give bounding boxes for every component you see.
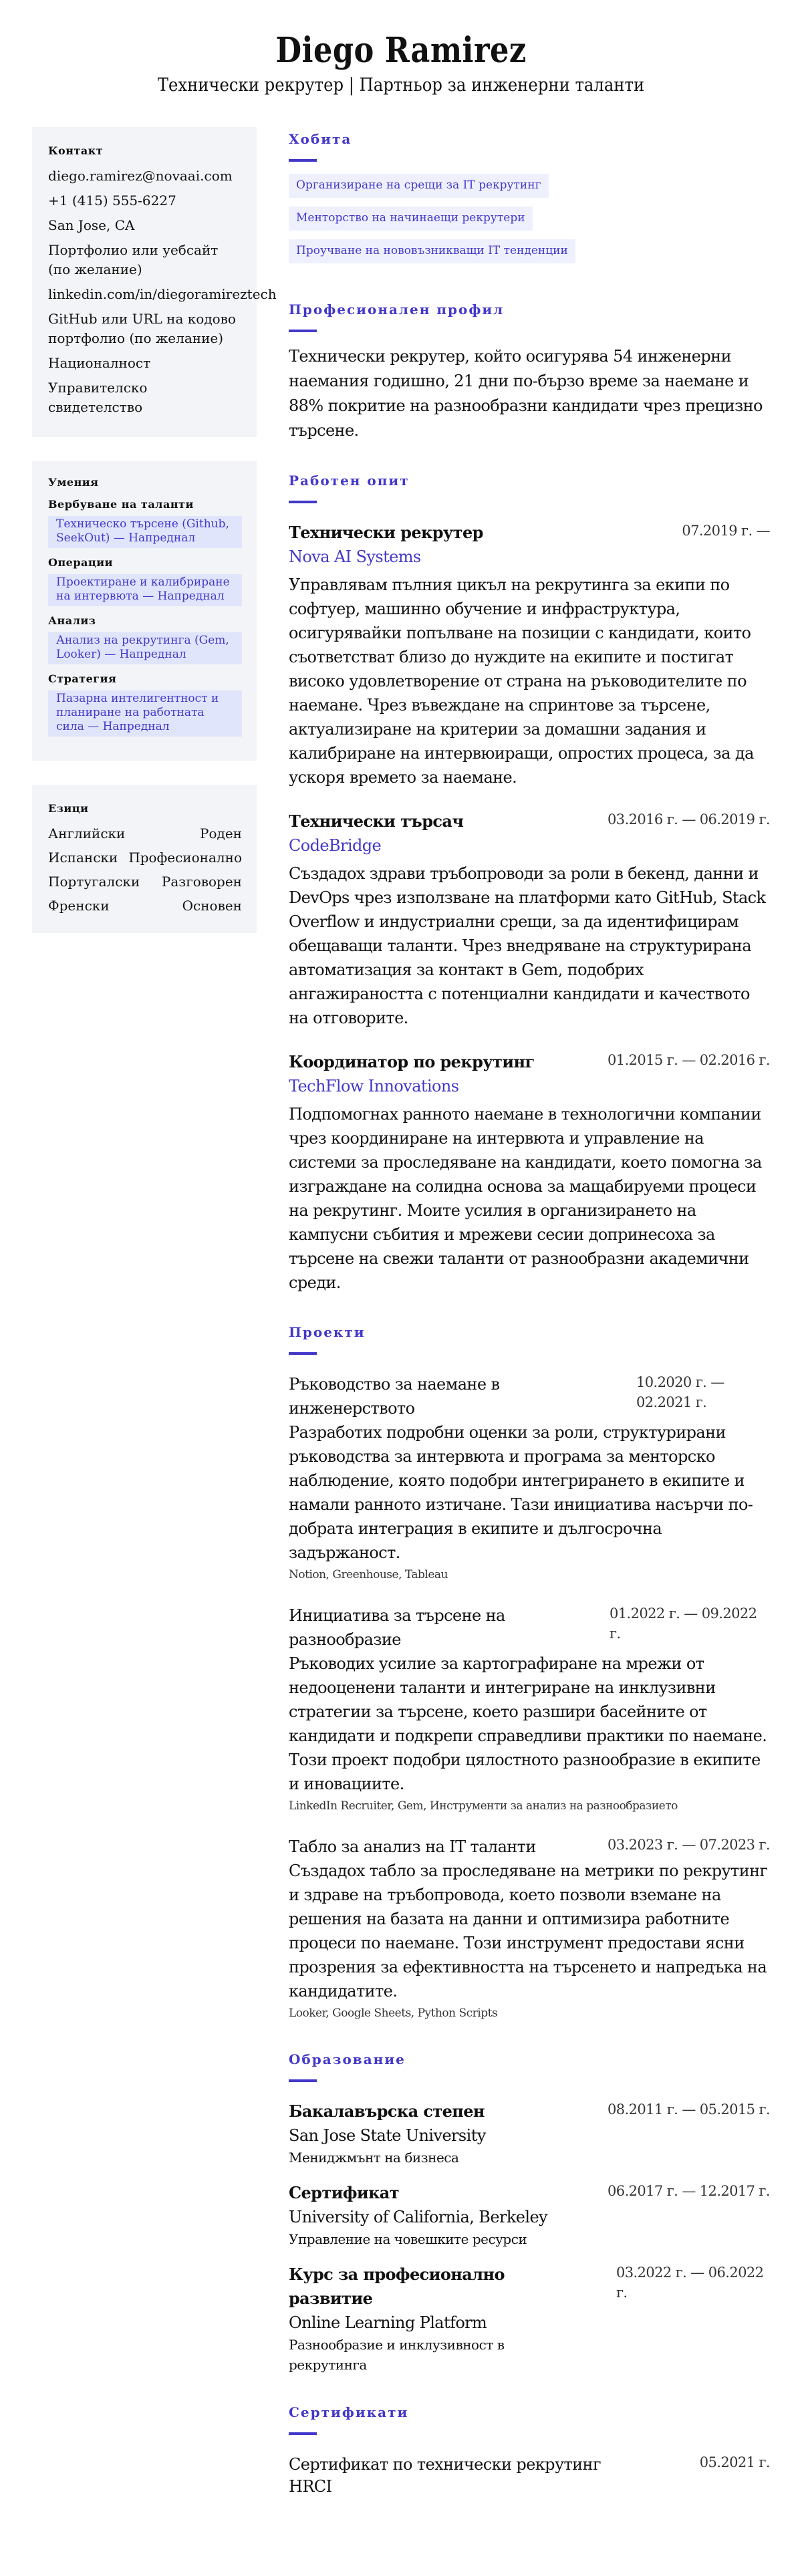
company-name: CodeBridge [289,836,382,855]
language-row [48,896,242,916]
section-divider [289,330,317,332]
contact-license: Управителско свидетелство [48,380,148,415]
job-dates: 01.2015 г. — 02.2016 г. [608,1052,770,1068]
certificate-entry [289,2452,770,2496]
field-of-study: Управление на човешките ресурси [289,2231,527,2247]
profile-section [289,301,770,443]
contact-github[interactable]: GitHub или URL на кодово портфолио (по желание) [48,311,236,346]
skill-group-talent [48,498,241,548]
skill-group-operations [48,556,241,606]
certificate-name: Сертификат по технически рекрутинг [289,2455,601,2474]
contact-phone[interactable]: +1 (415) 555-6227 [48,192,176,209]
section-divider [289,159,317,162]
hobby-chip: Проучване на нововъзникващи IT тенденции [289,239,575,263]
skill-group-title: Вербуване на таланти [48,498,194,511]
contact-linkedin[interactable]: linkedin.com/in/diegoramireztech [48,286,277,302]
contact-title: Контакт [48,144,104,157]
contact-email[interactable]: diego.ramirez@novaai.com [48,168,233,184]
language-level: Разговорен [161,874,242,890]
language-row [48,848,242,868]
education-dates: 03.2022 г. — 06.2022 г. [616,2265,764,2301]
project-description: Разработих подробни оценки за роли, структурирани ръководства за интервюта и програма за менторско наблюдение, която подобри интегрирането в екипите и намали ранното изтичане. Тази инициатива насърчи по-добрата интеграция в екипите и дългосрочна задържаност. [289,1423,753,1562]
education-section [289,2051,770,2375]
education-dates: 08.2011 г. — 05.2015 г. [608,2101,770,2117]
project-description: Ръководих усилие за картографиране на мрежи от недооценени таланти и интегриране на инклузивни стратегии за търсене, което разшири басейните от кандидати и подкрепи справедливи практики по наемане. Този проект подобри цялостното разнообразие в екипите и иновациите. [289,1654,767,1793]
project-dates: 10.2020 г. — 02.2021 г. [636,1374,724,1410]
language-level: Основен [182,898,242,914]
hobby-chip: Организиране на срещи за IT рекрутинг [289,174,549,198]
language-row [48,872,242,892]
experience-entry [289,809,770,1030]
languages-title: Езици [48,802,89,815]
education-entry [289,2263,770,2375]
skill-chip: Анализ на рекрутинга (Gem, Looker) — Напреднал [48,632,242,664]
project-entry [289,1835,770,2022]
skills-card [32,461,257,761]
section-divider [289,501,317,503]
resume-header [0,0,802,127]
skill-group-title: Операции [48,556,113,569]
hobby-chip: Менторство на начинаещи рекрутери [289,207,533,231]
field-of-study: Мениджмънт на бизнеса [289,2150,459,2166]
project-dates: 03.2023 г. — 07.2023 г. [608,1837,770,1853]
hobbies-section [289,131,770,272]
language-name: Испански [48,850,118,866]
job-dates: 07.2019 г. — [682,523,770,539]
education-entry [289,2099,770,2168]
job-description: Управлявам пълния цикъл на рекрутинга за екипи по софтуер, машинно обучение и инфраструктура, осигурявайки попълване на позиции с кандидати, които съответстват близо до нуждите на екипите и постигат високо удовлетворение от страна на ръководителите по наемане. Чрез въвеждане на спринтове за търсене, актуализиране на критерии за домашни задания и калибриране на интервюиращи, опростих процеса, за да ускоря времето за наемане. [289,575,754,787]
profile-summary: Технически рекрутер, който осигурява 54 инженерни наемания годишно, 21 дни по-бързо време за наемане и 88% покритие на разнообразни кандидати чрез прецизно търсене. [289,347,763,440]
project-dates: 01.2022 г. — 09.2022 г. [610,1605,757,1642]
section-divider [289,1352,317,1355]
main-content [289,127,770,2526]
skill-group-analysis [48,614,241,664]
languages-card [32,785,257,933]
section-title: Сертификати [289,2404,409,2420]
project-description: Създадох табло за проследяване на метрики по рекрутинг и здраве на тръбопровода, което позволи вземане на решения на базата на данни и оптимизира работните процеси по наемане. Този инструмент предостави ясни прозрения за ефективността на търсенето и напредъка на кандидатите. [289,1861,768,2001]
candidate-name: Diego Ramirez [275,30,527,71]
section-divider [289,2079,317,2082]
project-entry [289,1372,770,1583]
job-title: Технически търсач [289,811,464,831]
section-title: Хобита [289,131,352,147]
projects-section [289,1324,770,2022]
project-tech: Notion, Greenhouse, Tableau [289,1568,448,1581]
contact-nationality: Националност [48,355,151,371]
contact-card [32,127,277,437]
experience-entry [289,521,770,789]
skill-group-title: Стратегия [48,672,117,685]
skill-chip: Техническо търсене (Github, SeekOut) — Напреднал [48,516,242,548]
sidebar [32,127,277,957]
project-entry [289,1603,770,1815]
education-entry [289,2181,770,2249]
project-tech: LinkedIn Recruiter, Gem, Инструменти за анализ на разнообразието [289,1799,678,1813]
contact-portfolio[interactable]: Портфолио или уебсайт (по желание) [48,242,219,277]
experience-section [289,473,770,1295]
skill-group-strategy [48,672,241,737]
language-name: Португалски [48,874,140,890]
language-name: Френски [48,898,110,914]
project-name: Ръководство за наемане в инженерството [289,1375,500,1418]
language-level: Професионално [128,850,242,866]
section-divider [289,2432,317,2435]
company-name: TechFlow Innovations [289,1077,459,1096]
job-dates: 03.2016 г. — 06.2019 г. [608,811,770,827]
education-dates: 06.2017 г. — 12.2017 г. [608,2183,770,2199]
job-description: Подпомогнах ранното наемане в технологични компании чрез координиране на интервюта и управление на системи за проследяване на кандидати, което помогна за изграждане на солидна основа за мащабируеми процеси на рекрутинг. Моите усилия в организирането на кампусни събития и мрежеви сесии допринесоха за търсене на свежи таланти от разнообразни академични среди. [289,1105,762,1292]
job-description: Създадох здрави тръбопроводи за роли в бекенд, данни и DevOps чрез използване на платформи като GitHub, Stack Overflow и индустриални срещи, за да идентифицирам обещаващи таланти. Чрез внедряване на структурирана автоматизация за контакт в Gem, подобрих ангажираността с потенциални кандидати и качеството на отговорите. [289,864,766,1027]
skills-title: Умения [48,476,99,489]
certificate-issuer: HRCI [289,2477,332,2496]
contact-location: San Jose, CA [48,217,135,233]
experience-entry [289,1050,770,1295]
institution-name: University of California, Berkeley [289,2208,548,2226]
job-title: Технически рекрутер [289,523,483,542]
degree-name: Курс за професионално развитие [289,2265,505,2308]
project-name: Табло за анализ на IT таланти [289,1837,536,1856]
degree-name: Бакалавърска степен [289,2101,485,2121]
project-name: Инициатива за търсене на разнообразие [289,1606,505,1649]
institution-name: San Jose State University [289,2126,486,2145]
section-title: Проекти [289,1324,366,1340]
section-title: Работен опит [289,473,410,489]
institution-name: Online Learning Platform [289,2313,487,2332]
resume-layout [0,127,802,2526]
company-name: Nova AI Systems [289,547,421,566]
language-row [48,824,242,844]
job-title: Координатор по рекрутинг [289,1052,535,1071]
skill-chip: Пазарна интелигентност и планиране на работната сила — Напреднал [48,690,242,737]
section-title: Професионален профил [289,301,505,317]
language-name: Английски [48,825,126,842]
skill-chip: Проектиране и калибриране на интервюта — Напреднал [48,574,242,606]
project-tech: Looker, Google Sheets, Python Scripts [289,2007,498,2020]
section-title: Образование [289,2051,406,2067]
degree-name: Сертификат [289,2183,400,2202]
field-of-study: Разнообразие и инклузивност в рекрутинга [289,2337,505,2373]
candidate-headline: Технически рекрутер | Партньор за инженерни таланти [157,75,645,96]
certificates-section [289,2404,770,2496]
skill-group-title: Анализ [48,614,96,627]
certificate-date: 05.2021 г. [699,2454,770,2470]
language-level: Роден [200,825,242,842]
